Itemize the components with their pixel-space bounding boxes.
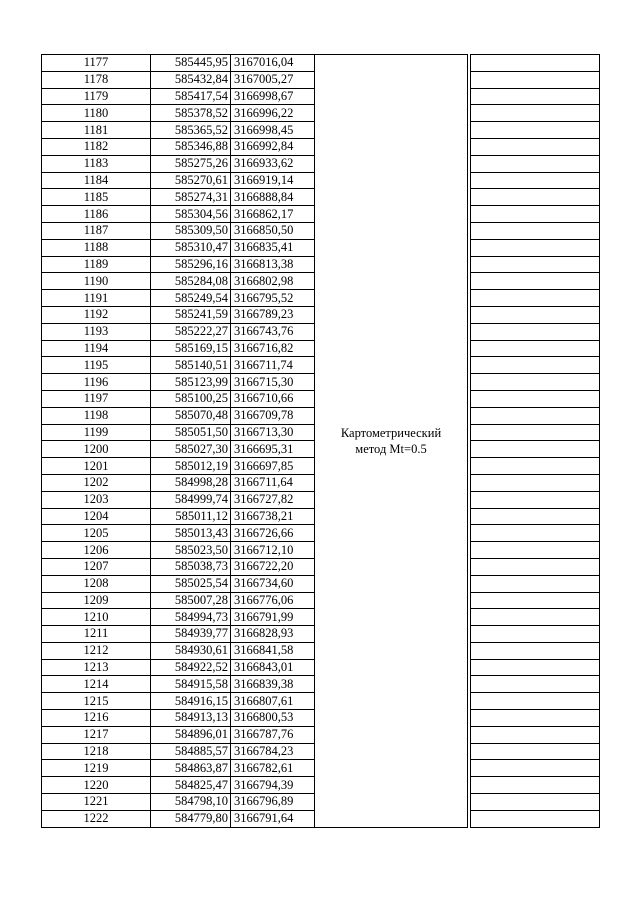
y-coordinate-cell: 3166919,14	[231, 172, 315, 189]
y-coordinate-cell: 3166828,93	[231, 626, 315, 643]
coordinates-table-body	[42, 55, 600, 828]
y-coordinate-cell: 3166784,23	[231, 743, 315, 760]
point-number-cell: 1178	[42, 71, 151, 88]
y-coordinate-cell: 3166802,98	[231, 273, 315, 290]
empty-cell	[471, 525, 600, 542]
y-coordinate-cell: 3166789,23	[231, 306, 315, 323]
point-number-cell: 1220	[42, 777, 151, 794]
point-number-cell: 1181	[42, 122, 151, 139]
coordinates-table	[41, 54, 600, 828]
y-coordinate-cell: 3166711,64	[231, 474, 315, 491]
y-coordinate-cell: 3166813,38	[231, 256, 315, 273]
point-number-cell: 1213	[42, 659, 151, 676]
x-coordinate-cell: 585310,47	[151, 239, 231, 256]
x-coordinate-cell: 585309,50	[151, 222, 231, 239]
x-coordinate-cell: 585100,25	[151, 390, 231, 407]
y-coordinate-cell: 3166712,10	[231, 542, 315, 559]
x-coordinate-cell: 584916,15	[151, 693, 231, 710]
y-coordinate-cell: 3167016,04	[231, 55, 315, 72]
y-coordinate-cell: 3166841,58	[231, 642, 315, 659]
point-number-cell: 1177	[42, 55, 151, 72]
y-coordinate-cell: 3166791,99	[231, 609, 315, 626]
x-coordinate-cell: 585123,99	[151, 374, 231, 391]
point-number-cell: 1188	[42, 239, 151, 256]
table-row	[42, 55, 600, 72]
x-coordinate-cell: 585013,43	[151, 525, 231, 542]
y-coordinate-cell: 3166710,66	[231, 390, 315, 407]
y-coordinate-cell: 3166738,21	[231, 508, 315, 525]
method-cell	[315, 55, 468, 828]
x-coordinate-cell: 585378,52	[151, 105, 231, 122]
y-coordinate-cell: 3166888,84	[231, 189, 315, 206]
empty-cell	[471, 710, 600, 727]
x-coordinate-cell: 584994,73	[151, 609, 231, 626]
empty-cell	[471, 659, 600, 676]
y-coordinate-cell: 3166835,41	[231, 239, 315, 256]
y-coordinate-cell: 3166992,84	[231, 138, 315, 155]
y-coordinate-cell: 3166794,39	[231, 777, 315, 794]
empty-cell	[471, 239, 600, 256]
empty-cell	[471, 290, 600, 307]
x-coordinate-cell: 585284,08	[151, 273, 231, 290]
empty-cell	[471, 306, 600, 323]
x-coordinate-cell: 585007,28	[151, 592, 231, 609]
empty-cell	[471, 726, 600, 743]
y-coordinate-cell: 3166734,60	[231, 575, 315, 592]
x-coordinate-cell: 584998,28	[151, 474, 231, 491]
x-coordinate-cell: 585012,19	[151, 458, 231, 475]
y-coordinate-cell: 3166711,74	[231, 357, 315, 374]
empty-cell	[471, 189, 600, 206]
y-coordinate-cell: 3166726,66	[231, 525, 315, 542]
y-coordinate-cell: 3167005,27	[231, 71, 315, 88]
point-number-cell: 1209	[42, 592, 151, 609]
point-number-cell: 1196	[42, 374, 151, 391]
x-coordinate-cell: 585027,30	[151, 441, 231, 458]
point-number-cell: 1202	[42, 474, 151, 491]
point-number-cell: 1189	[42, 256, 151, 273]
x-coordinate-cell: 584863,87	[151, 760, 231, 777]
x-coordinate-cell: 585140,51	[151, 357, 231, 374]
y-coordinate-cell: 3166709,78	[231, 407, 315, 424]
empty-cell	[471, 340, 600, 357]
point-number-cell: 1194	[42, 340, 151, 357]
point-number-cell: 1222	[42, 810, 151, 827]
empty-cell	[471, 122, 600, 139]
x-coordinate-cell: 585275,26	[151, 155, 231, 172]
x-coordinate-cell: 585270,61	[151, 172, 231, 189]
x-coordinate-cell: 584825,47	[151, 777, 231, 794]
y-coordinate-cell: 3166807,61	[231, 693, 315, 710]
x-coordinate-cell: 585222,27	[151, 323, 231, 340]
point-number-cell: 1184	[42, 172, 151, 189]
point-number-cell: 1214	[42, 676, 151, 693]
empty-cell	[471, 558, 600, 575]
point-number-cell: 1207	[42, 558, 151, 575]
point-number-cell: 1182	[42, 138, 151, 155]
point-number-cell: 1183	[42, 155, 151, 172]
y-coordinate-cell: 3166791,64	[231, 810, 315, 827]
y-coordinate-cell: 3166800,53	[231, 710, 315, 727]
point-number-cell: 1191	[42, 290, 151, 307]
empty-cell	[471, 743, 600, 760]
empty-cell	[471, 474, 600, 491]
x-coordinate-cell: 584922,52	[151, 659, 231, 676]
empty-cell	[471, 810, 600, 827]
empty-cell	[471, 441, 600, 458]
point-number-cell: 1199	[42, 424, 151, 441]
empty-cell	[471, 138, 600, 155]
x-coordinate-cell: 585011,12	[151, 508, 231, 525]
y-coordinate-cell: 3166843,01	[231, 659, 315, 676]
y-coordinate-cell: 3166713,30	[231, 424, 315, 441]
empty-cell	[471, 508, 600, 525]
y-coordinate-cell: 3166715,30	[231, 374, 315, 391]
point-number-cell: 1211	[42, 626, 151, 643]
x-coordinate-cell: 585417,54	[151, 88, 231, 105]
empty-cell	[471, 206, 600, 223]
point-number-cell: 1212	[42, 642, 151, 659]
y-coordinate-cell: 3166933,62	[231, 155, 315, 172]
x-coordinate-cell: 584915,58	[151, 676, 231, 693]
y-coordinate-cell: 3166839,38	[231, 676, 315, 693]
x-coordinate-cell: 585346,88	[151, 138, 231, 155]
x-coordinate-cell: 585445,95	[151, 55, 231, 72]
y-coordinate-cell: 3166697,85	[231, 458, 315, 475]
empty-cell	[471, 323, 600, 340]
x-coordinate-cell: 585365,52	[151, 122, 231, 139]
point-number-cell: 1198	[42, 407, 151, 424]
y-coordinate-cell: 3166782,61	[231, 760, 315, 777]
empty-cell	[471, 642, 600, 659]
x-coordinate-cell: 584798,10	[151, 794, 231, 811]
x-coordinate-cell: 585274,31	[151, 189, 231, 206]
point-number-cell: 1205	[42, 525, 151, 542]
x-coordinate-cell: 585169,15	[151, 340, 231, 357]
y-coordinate-cell: 3166743,76	[231, 323, 315, 340]
x-coordinate-cell: 585051,50	[151, 424, 231, 441]
point-number-cell: 1206	[42, 542, 151, 559]
x-coordinate-cell: 585296,16	[151, 256, 231, 273]
point-number-cell: 1200	[42, 441, 151, 458]
x-coordinate-cell: 584896,01	[151, 726, 231, 743]
y-coordinate-cell: 3166787,76	[231, 726, 315, 743]
x-coordinate-cell: 585241,59	[151, 306, 231, 323]
point-number-cell: 1215	[42, 693, 151, 710]
y-coordinate-cell: 3166850,50	[231, 222, 315, 239]
empty-cell	[471, 273, 600, 290]
empty-cell	[471, 172, 600, 189]
x-coordinate-cell: 584779,80	[151, 810, 231, 827]
empty-cell	[471, 105, 600, 122]
x-coordinate-cell: 584930,61	[151, 642, 231, 659]
y-coordinate-cell: 3166998,45	[231, 122, 315, 139]
empty-cell	[471, 71, 600, 88]
y-coordinate-cell: 3166722,20	[231, 558, 315, 575]
empty-cell	[471, 374, 600, 391]
empty-cell	[471, 760, 600, 777]
method-text-line2: метод Mt=0.5	[355, 441, 427, 456]
point-number-cell: 1210	[42, 609, 151, 626]
x-coordinate-cell: 585304,56	[151, 206, 231, 223]
x-coordinate-cell: 585432,84	[151, 71, 231, 88]
x-coordinate-cell: 584999,74	[151, 491, 231, 508]
empty-cell	[471, 390, 600, 407]
y-coordinate-cell: 3166862,17	[231, 206, 315, 223]
x-coordinate-cell: 585023,50	[151, 542, 231, 559]
y-coordinate-cell: 3166727,82	[231, 491, 315, 508]
empty-cell	[471, 88, 600, 105]
x-coordinate-cell: 584885,57	[151, 743, 231, 760]
empty-cell	[471, 222, 600, 239]
x-coordinate-cell: 585025,54	[151, 575, 231, 592]
point-number-cell: 1179	[42, 88, 151, 105]
point-number-cell: 1208	[42, 575, 151, 592]
point-number-cell: 1197	[42, 390, 151, 407]
empty-cell	[471, 542, 600, 559]
empty-cell	[471, 491, 600, 508]
empty-cell	[471, 794, 600, 811]
point-number-cell: 1218	[42, 743, 151, 760]
y-coordinate-cell: 3166796,89	[231, 794, 315, 811]
empty-cell	[471, 575, 600, 592]
y-coordinate-cell: 3166695,31	[231, 441, 315, 458]
y-coordinate-cell: 3166776,06	[231, 592, 315, 609]
y-coordinate-cell: 3166716,82	[231, 340, 315, 357]
x-coordinate-cell: 585038,73	[151, 558, 231, 575]
point-number-cell: 1201	[42, 458, 151, 475]
method-text-line1: Картометрический	[340, 425, 442, 440]
empty-cell	[471, 693, 600, 710]
empty-cell	[471, 592, 600, 609]
empty-cell	[471, 626, 600, 643]
y-coordinate-cell: 3166996,22	[231, 105, 315, 122]
point-number-cell: 1190	[42, 273, 151, 290]
point-number-cell: 1221	[42, 794, 151, 811]
point-number-cell: 1195	[42, 357, 151, 374]
point-number-cell: 1203	[42, 491, 151, 508]
x-coordinate-cell: 585249,54	[151, 290, 231, 307]
empty-cell	[471, 256, 600, 273]
point-number-cell: 1219	[42, 760, 151, 777]
point-number-cell: 1187	[42, 222, 151, 239]
empty-cell	[471, 55, 600, 72]
empty-cell	[471, 777, 600, 794]
x-coordinate-cell: 584913,13	[151, 710, 231, 727]
empty-cell	[471, 357, 600, 374]
y-coordinate-cell: 3166795,52	[231, 290, 315, 307]
point-number-cell: 1185	[42, 189, 151, 206]
point-number-cell: 1193	[42, 323, 151, 340]
point-number-cell: 1186	[42, 206, 151, 223]
point-number-cell: 1216	[42, 710, 151, 727]
point-number-cell: 1192	[42, 306, 151, 323]
x-coordinate-cell: 585070,48	[151, 407, 231, 424]
empty-cell	[471, 424, 600, 441]
empty-cell	[471, 458, 600, 475]
empty-cell	[471, 407, 600, 424]
empty-cell	[471, 609, 600, 626]
empty-cell	[471, 676, 600, 693]
y-coordinate-cell: 3166998,67	[231, 88, 315, 105]
point-number-cell: 1180	[42, 105, 151, 122]
empty-cell	[471, 155, 600, 172]
x-coordinate-cell: 584939,77	[151, 626, 231, 643]
point-number-cell: 1204	[42, 508, 151, 525]
point-number-cell: 1217	[42, 726, 151, 743]
